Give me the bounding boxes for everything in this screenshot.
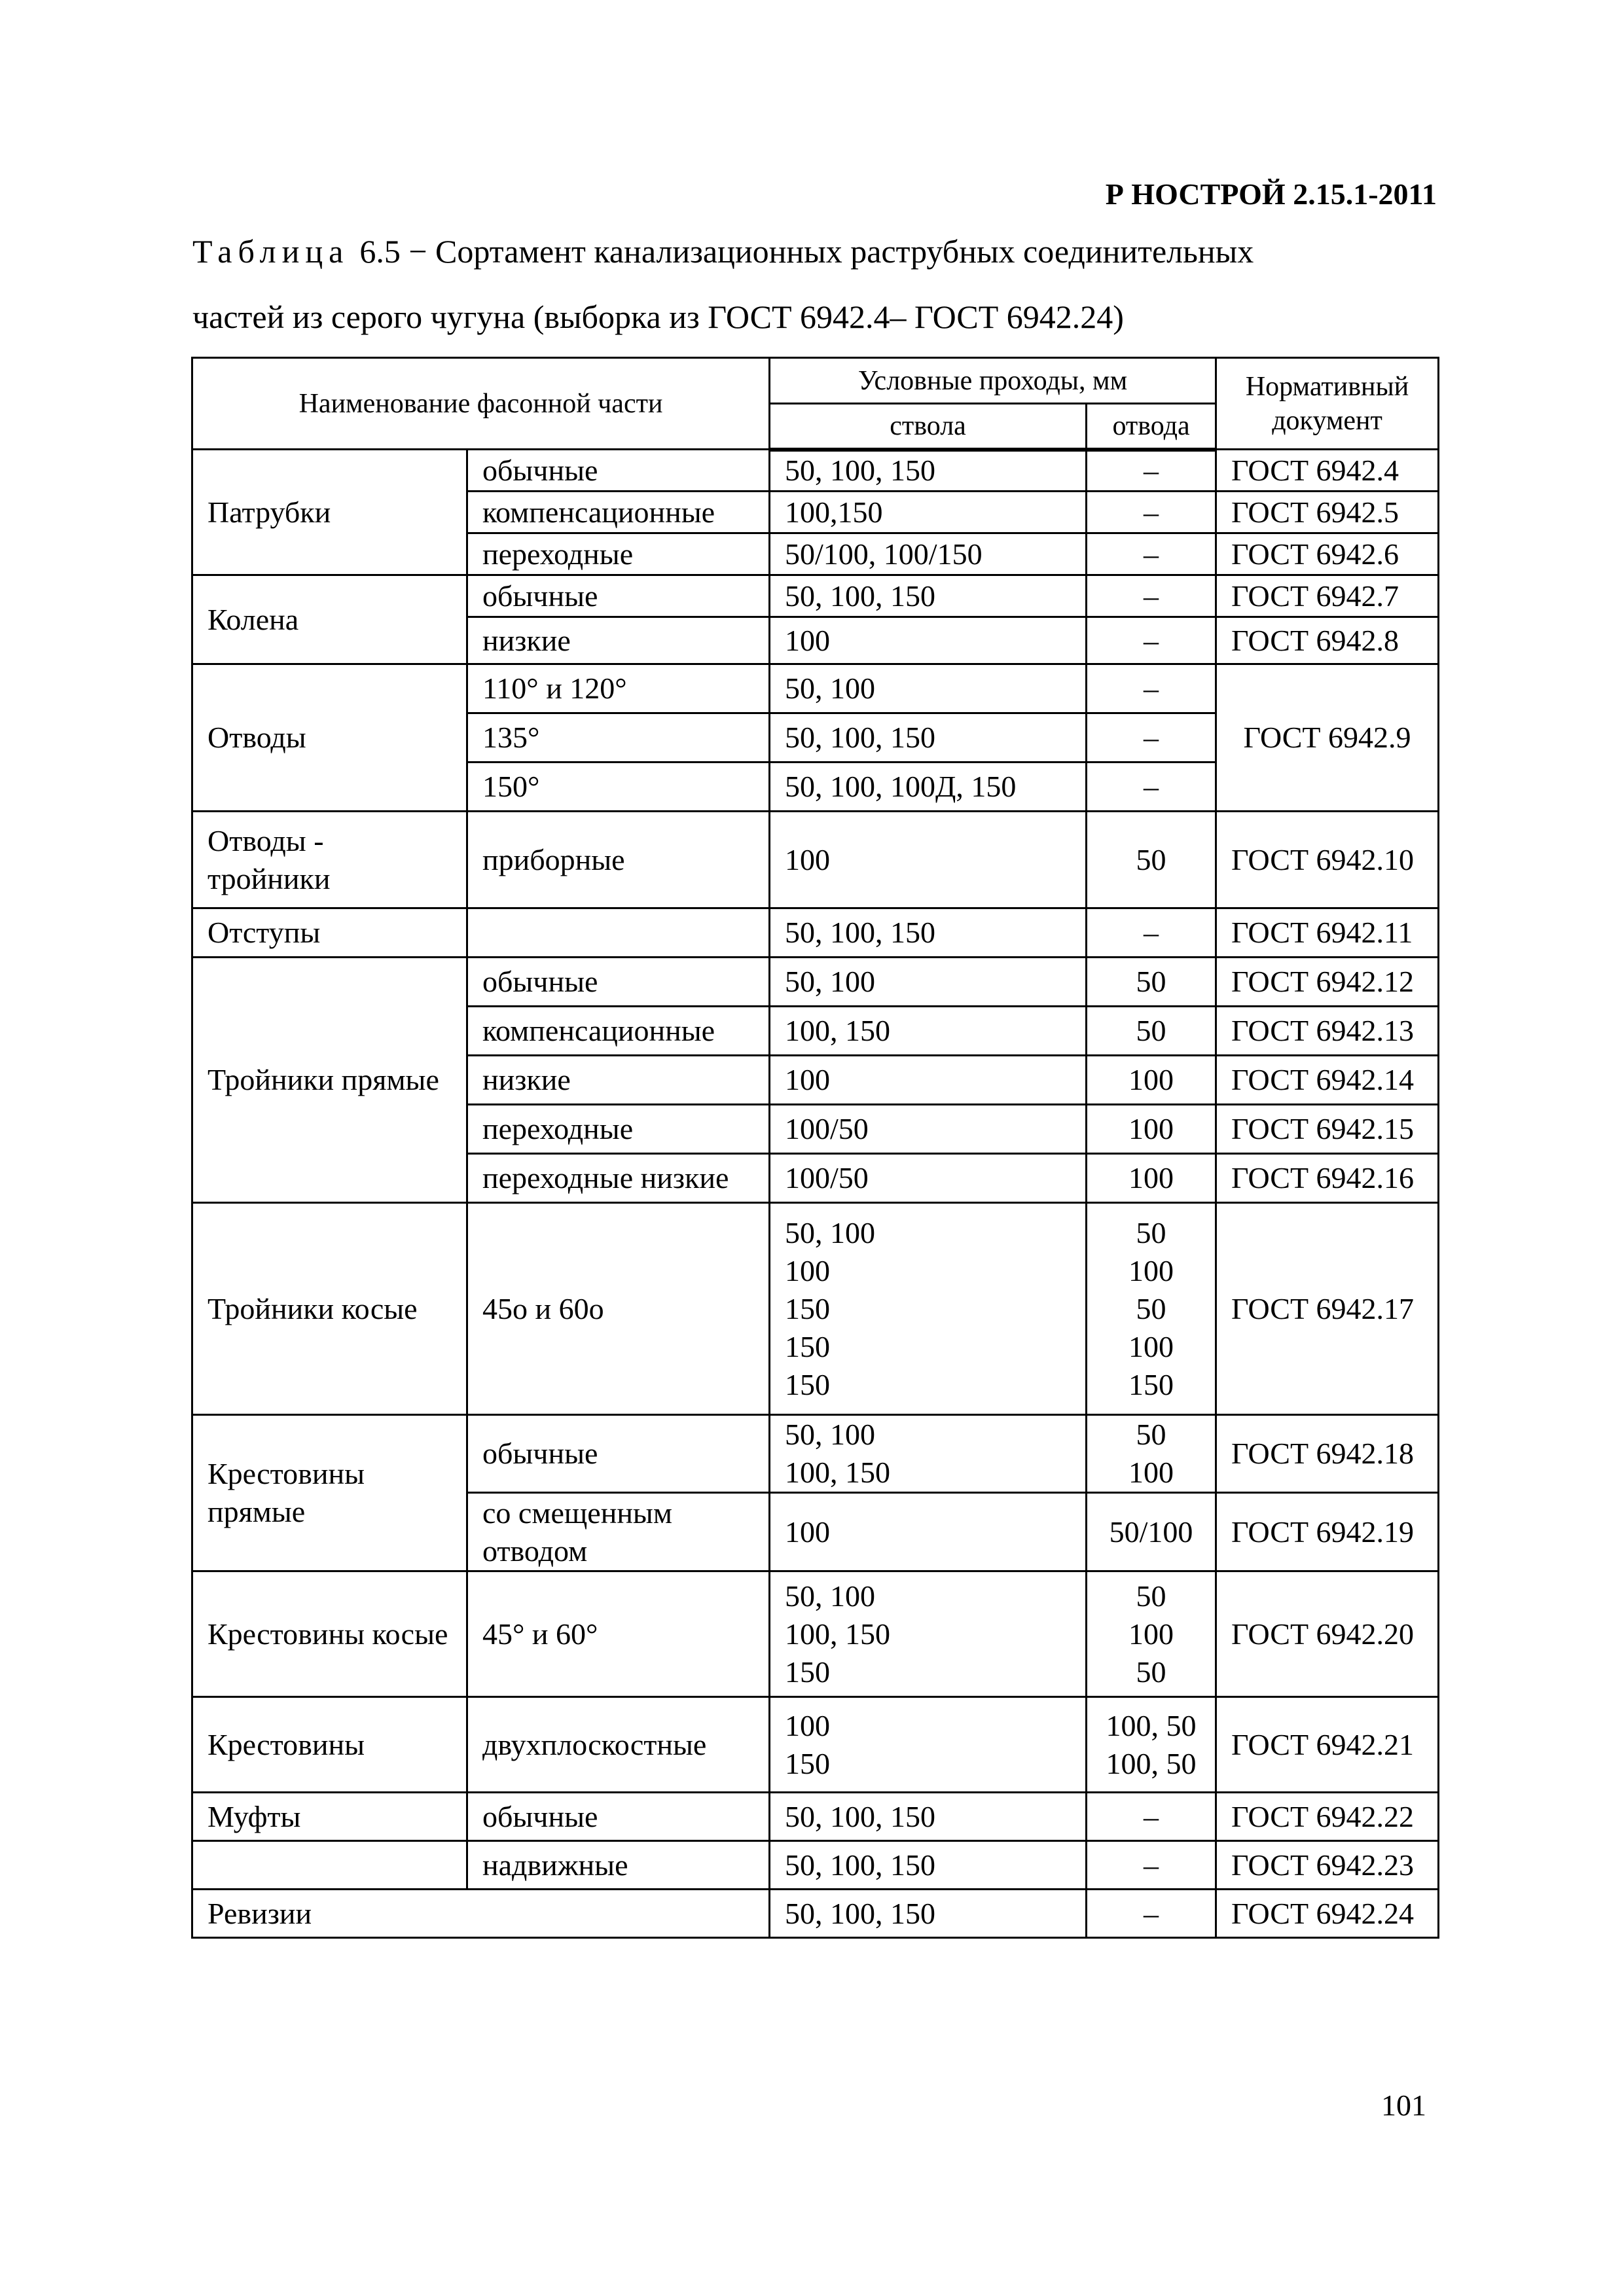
doc-cell: ГОСТ 6942.22 bbox=[1216, 1793, 1439, 1841]
assortment-table bbox=[191, 357, 1439, 1939]
doc-cell: ГОСТ 6942.19 bbox=[1216, 1493, 1439, 1571]
table-row bbox=[192, 1697, 1439, 1793]
branch-cell: 50 bbox=[1087, 812, 1216, 908]
doc-cell: ГОСТ 6942.4 bbox=[1216, 450, 1439, 492]
table-row bbox=[192, 958, 1439, 1007]
trunk-cell: 50, 100 bbox=[770, 664, 1087, 713]
branch-cell: – bbox=[1087, 492, 1216, 533]
doc-cell: ГОСТ 6942.5 bbox=[1216, 492, 1439, 533]
branch-cell: 50 bbox=[1087, 958, 1216, 1007]
branch-cell: – bbox=[1087, 664, 1216, 713]
branch-cell: 100 bbox=[1087, 1105, 1216, 1154]
table-row bbox=[192, 664, 1439, 713]
group-cell: Отводы bbox=[192, 664, 467, 812]
branch-cell: – bbox=[1087, 1793, 1216, 1841]
page-number: 101 bbox=[1381, 2089, 1426, 2122]
doc-cell: ГОСТ 6942.12 bbox=[1216, 958, 1439, 1007]
table-row bbox=[192, 575, 1439, 617]
sub-cell: обычные bbox=[467, 575, 770, 617]
sub-cell: надвижные bbox=[467, 1841, 770, 1890]
table-row bbox=[192, 1415, 1439, 1493]
branch-cell: – bbox=[1087, 533, 1216, 575]
doc-cell: ГОСТ 6942.16 bbox=[1216, 1154, 1439, 1203]
sub-cell: двухплоскостные bbox=[467, 1697, 770, 1793]
trunk-cell: 50, 100 100, 150 150 bbox=[770, 1571, 1087, 1697]
group-cell: Ревизии bbox=[192, 1890, 770, 1938]
sub-cell: обычные bbox=[467, 958, 770, 1007]
doc-cell: ГОСТ 6942.24 bbox=[1216, 1890, 1439, 1938]
sub-cell: компенсационные bbox=[467, 492, 770, 533]
trunk-cell: 100,150 bbox=[770, 492, 1087, 533]
sub-cell: 135° bbox=[467, 713, 770, 762]
group-cell: Тройники косые bbox=[192, 1203, 467, 1415]
trunk-cell: 100 bbox=[770, 1056, 1087, 1105]
trunk-cell: 100 bbox=[770, 617, 1087, 664]
branch-cell: 50/100 bbox=[1087, 1493, 1216, 1571]
trunk-cell: 50, 100, 150 bbox=[770, 713, 1087, 762]
doc-cell: ГОСТ 6942.9 bbox=[1216, 664, 1439, 812]
branch-cell: 50 100 50 bbox=[1087, 1571, 1216, 1697]
group-cell: Крестовины bbox=[192, 1697, 467, 1793]
header-passages: Условные проходы, мм bbox=[770, 358, 1216, 404]
doc-cell: ГОСТ 6942.18 bbox=[1216, 1415, 1439, 1493]
sub-cell: 150° bbox=[467, 762, 770, 812]
sub-cell: 45° и 60° bbox=[467, 1571, 770, 1697]
group-cell: Отводы - тройники bbox=[192, 812, 467, 908]
branch-cell: 50 bbox=[1087, 1007, 1216, 1056]
branch-cell: – bbox=[1087, 617, 1216, 664]
trunk-cell: 100/50 bbox=[770, 1105, 1087, 1154]
group-cell: Отступы bbox=[192, 908, 467, 958]
trunk-cell: 100 bbox=[770, 812, 1087, 908]
trunk-cell: 50, 100, 150 bbox=[770, 1841, 1087, 1890]
sub-cell: переходные низкие bbox=[467, 1154, 770, 1203]
sub-cell: низкие bbox=[467, 1056, 770, 1105]
branch-cell: – bbox=[1087, 908, 1216, 958]
header-part-name: Наименование фасонной части bbox=[192, 358, 770, 450]
doc-cell: ГОСТ 6942.10 bbox=[1216, 812, 1439, 908]
table-caption-line2: частей из серого чугуна (выборка из ГОСТ 6942.4– ГОСТ 6942.24) bbox=[192, 298, 1124, 335]
branch-cell: 50 100 bbox=[1087, 1415, 1216, 1493]
sub-cell: обычные bbox=[467, 450, 770, 492]
doc-cell: ГОСТ 6942.20 bbox=[1216, 1571, 1439, 1697]
sub-cell: компенсационные bbox=[467, 1007, 770, 1056]
doc-cell: ГОСТ 6942.13 bbox=[1216, 1007, 1439, 1056]
branch-cell: – bbox=[1087, 450, 1216, 492]
trunk-cell: 50, 100, 150 bbox=[770, 450, 1087, 492]
trunk-cell: 50/100, 100/150 bbox=[770, 533, 1087, 575]
table-row bbox=[192, 1890, 1439, 1938]
trunk-cell: 50, 100, 150 bbox=[770, 1793, 1087, 1841]
header-norm-doc: Нормативный документ bbox=[1216, 358, 1439, 450]
table-row bbox=[192, 812, 1439, 908]
doc-cell: ГОСТ 6942.6 bbox=[1216, 533, 1439, 575]
doc-cell: ГОСТ 6942.11 bbox=[1216, 908, 1439, 958]
sub-cell: переходные bbox=[467, 533, 770, 575]
branch-cell: – bbox=[1087, 713, 1216, 762]
trunk-cell: 100 bbox=[770, 1493, 1087, 1571]
branch-cell: 100 bbox=[1087, 1154, 1216, 1203]
doc-cell: ГОСТ 6942.21 bbox=[1216, 1697, 1439, 1793]
table-row bbox=[192, 450, 1439, 492]
doc-cell: ГОСТ 6942.23 bbox=[1216, 1841, 1439, 1890]
doc-cell: ГОСТ 6942.14 bbox=[1216, 1056, 1439, 1105]
trunk-cell: 50, 100 100, 150 bbox=[770, 1415, 1087, 1493]
doc-cell: ГОСТ 6942.17 bbox=[1216, 1203, 1439, 1415]
sub-cell: обычные bbox=[467, 1415, 770, 1493]
branch-cell: 100, 50 100, 50 bbox=[1087, 1697, 1216, 1793]
doc-cell: ГОСТ 6942.7 bbox=[1216, 575, 1439, 617]
table-row bbox=[192, 908, 1439, 958]
caption-label: Таблица bbox=[192, 233, 350, 270]
sub-cell bbox=[467, 908, 770, 958]
group-cell: Крестовины прямые bbox=[192, 1415, 467, 1571]
trunk-cell: 100/50 bbox=[770, 1154, 1087, 1203]
sub-cell: 45o и 60o bbox=[467, 1203, 770, 1415]
branch-cell: – bbox=[1087, 575, 1216, 617]
branch-cell: – bbox=[1087, 1890, 1216, 1938]
sub-cell: со смещенным отводом bbox=[467, 1493, 770, 1571]
document-code: Р НОСТРОЙ 2.15.1-2011 bbox=[1105, 177, 1437, 211]
group-cell: Крестовины косые bbox=[192, 1571, 467, 1697]
branch-cell: 50 100 50 100 150 bbox=[1087, 1203, 1216, 1415]
branch-cell: – bbox=[1087, 762, 1216, 812]
table-row bbox=[192, 1841, 1439, 1890]
table-row bbox=[192, 1793, 1439, 1841]
group-cell: Колена bbox=[192, 575, 467, 664]
sub-cell: обычные bbox=[467, 1793, 770, 1841]
trunk-cell: 50, 100, 150 bbox=[770, 1890, 1087, 1938]
group-cell: Патрубки bbox=[192, 450, 467, 575]
trunk-cell: 50, 100 bbox=[770, 958, 1087, 1007]
sub-cell: низкие bbox=[467, 617, 770, 664]
header-branch: отвода bbox=[1087, 404, 1216, 450]
branch-cell: 100 bbox=[1087, 1056, 1216, 1105]
caption-title: 6.5 − Сортамент канализационных раструбных соединительных bbox=[359, 233, 1254, 270]
trunk-cell: 50, 100, 100Д, 150 bbox=[770, 762, 1087, 812]
sub-cell: приборные bbox=[467, 812, 770, 908]
header-row bbox=[192, 358, 1439, 404]
sub-cell: переходные bbox=[467, 1105, 770, 1154]
trunk-cell: 100, 150 bbox=[770, 1007, 1087, 1056]
table-row bbox=[192, 1203, 1439, 1415]
branch-cell: – bbox=[1087, 1841, 1216, 1890]
doc-cell: ГОСТ 6942.8 bbox=[1216, 617, 1439, 664]
group-cell: Тройники прямые bbox=[192, 958, 467, 1203]
trunk-cell: 100 150 bbox=[770, 1697, 1087, 1793]
header-trunk: ствола bbox=[770, 404, 1087, 450]
sub-cell: 110° и 120° bbox=[467, 664, 770, 713]
table-caption-line1 bbox=[192, 232, 1436, 270]
trunk-cell: 50, 100, 150 bbox=[770, 575, 1087, 617]
trunk-cell: 50, 100, 150 bbox=[770, 908, 1087, 958]
group-cell: Муфты bbox=[192, 1793, 467, 1841]
trunk-cell: 50, 100 100 150 150 150 bbox=[770, 1203, 1087, 1415]
doc-cell: ГОСТ 6942.15 bbox=[1216, 1105, 1439, 1154]
table-row bbox=[192, 1571, 1439, 1697]
group-cell bbox=[192, 1841, 467, 1890]
